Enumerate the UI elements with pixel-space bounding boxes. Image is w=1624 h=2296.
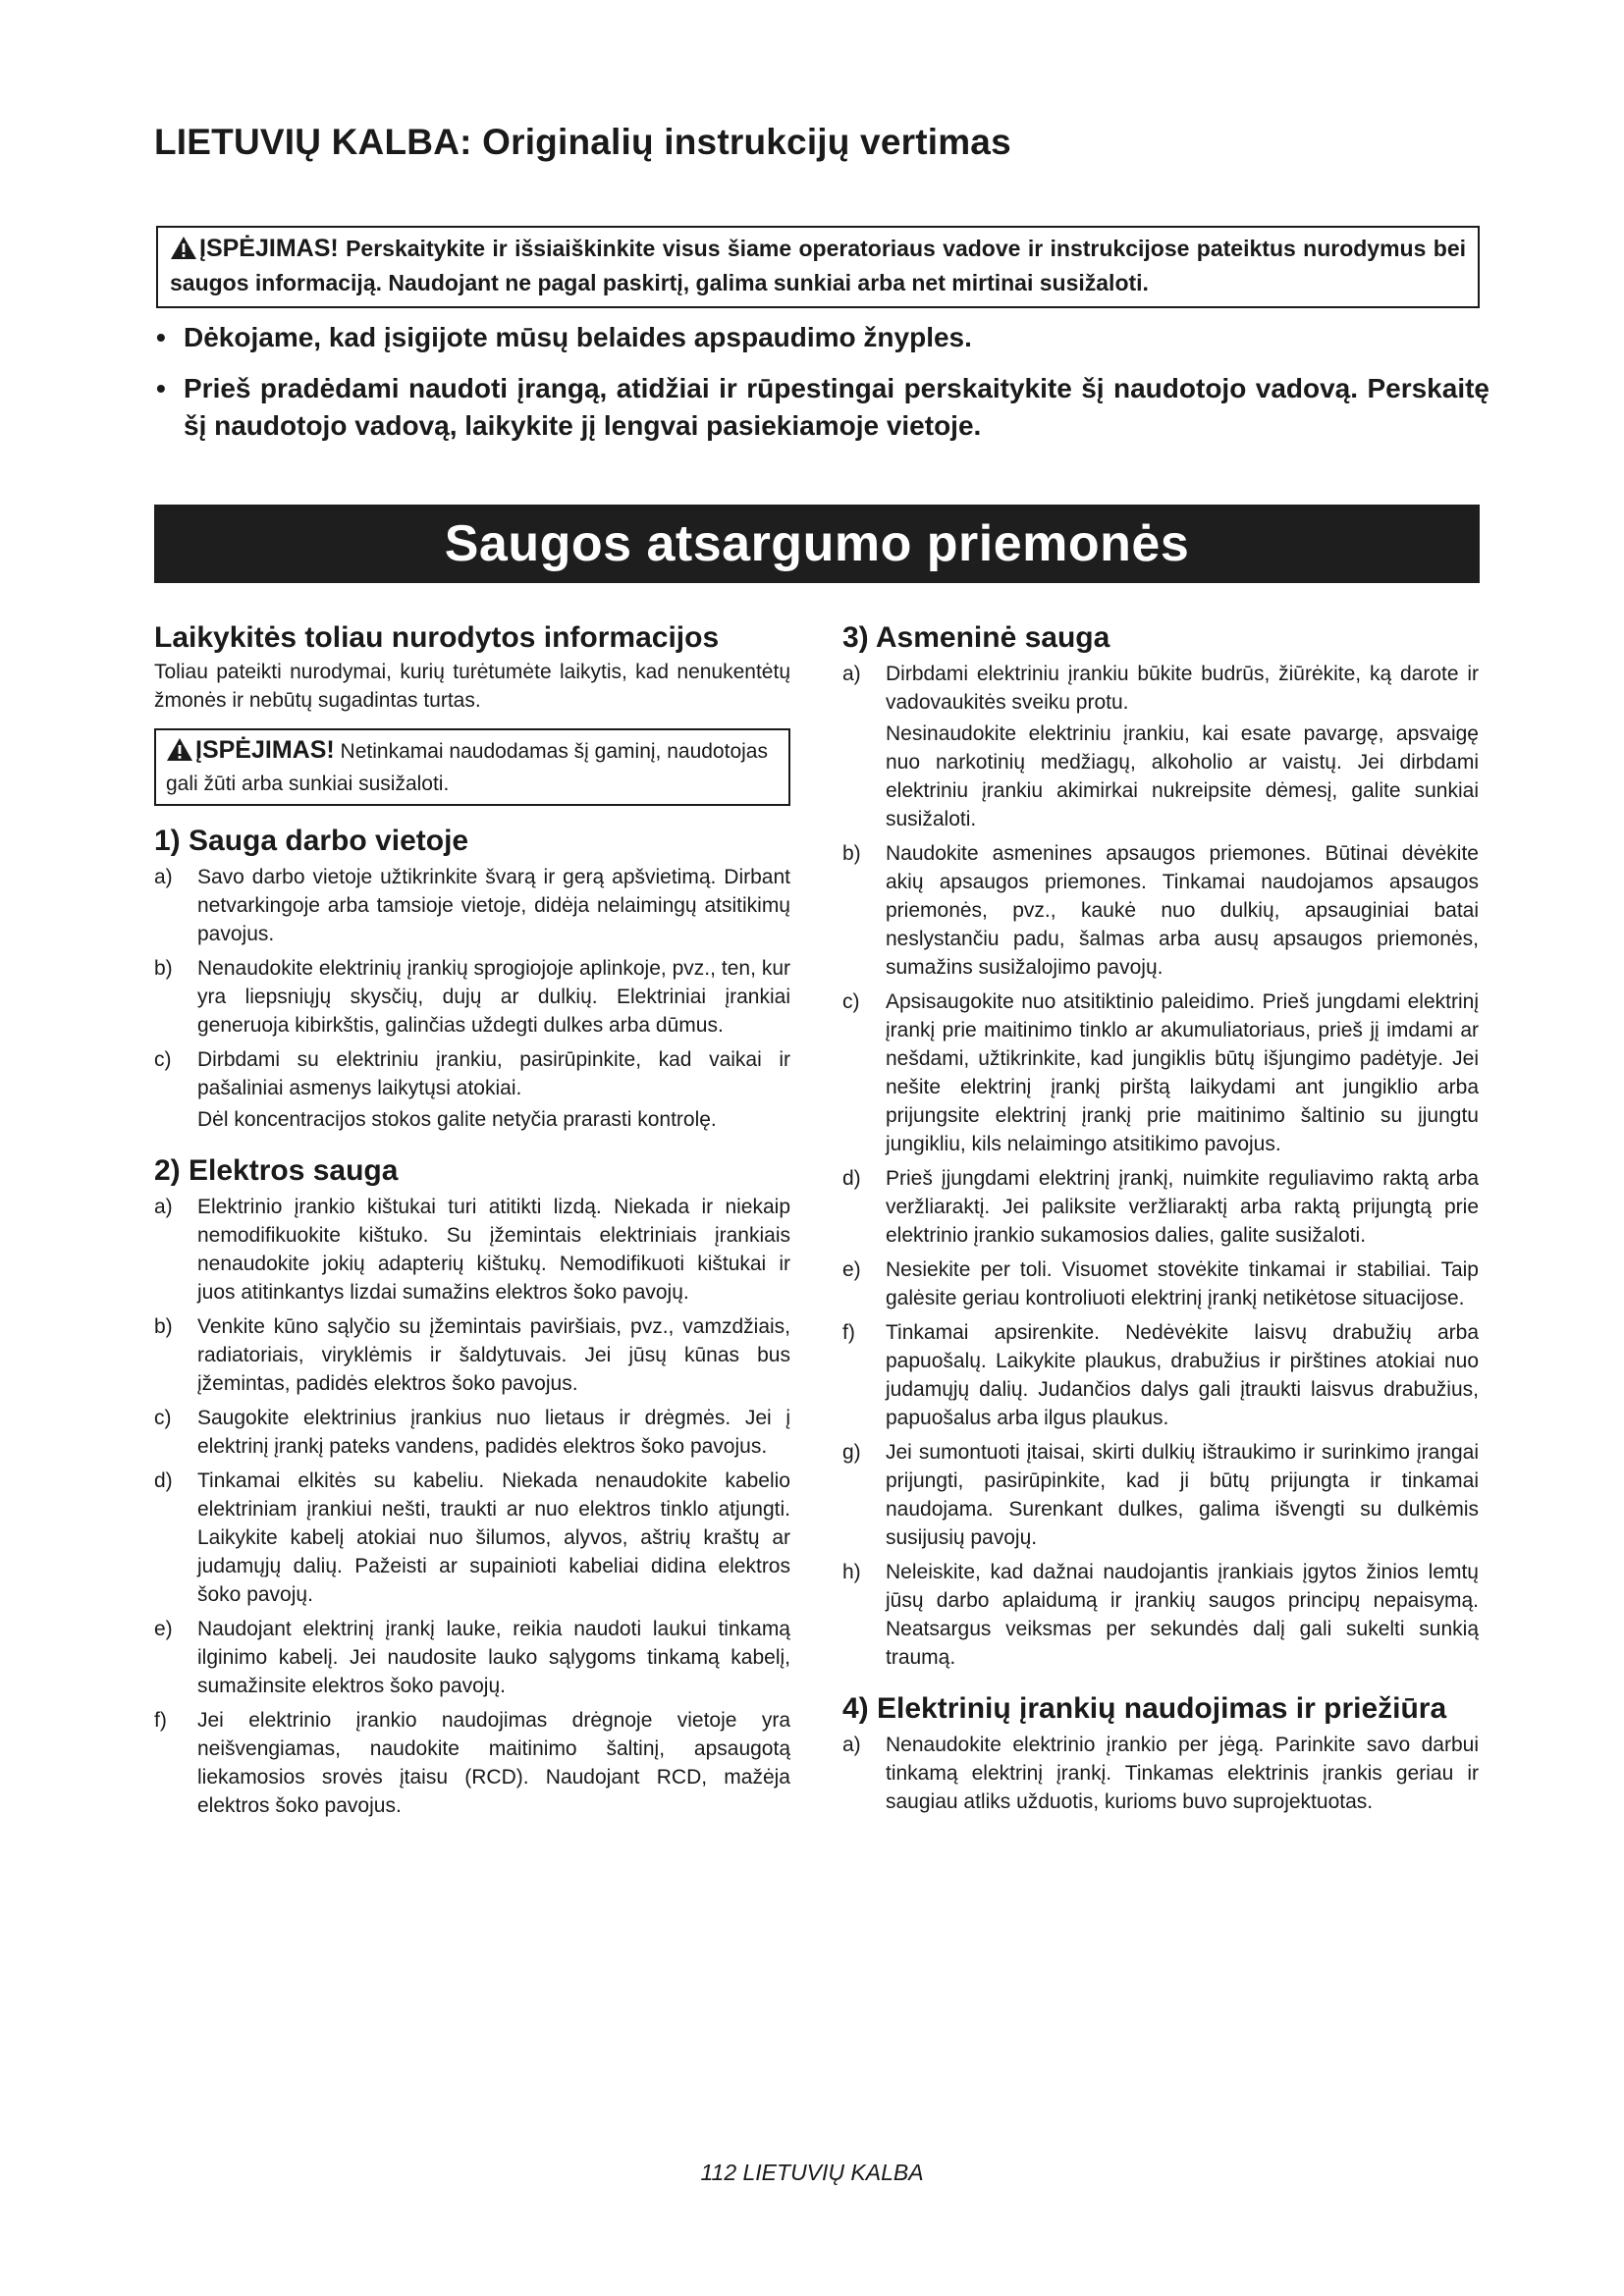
item-marker: d)	[154, 1469, 173, 1492]
section-heading: 3) Asmeninė sauga	[842, 621, 1110, 654]
item-marker: a)	[154, 1196, 173, 1218]
item-marker: c)	[842, 990, 860, 1013]
item-marker: f)	[154, 1709, 167, 1732]
item-text: Jei elektrinio įrankio naudojimas drėgnoje vietoje yra neišvengiamas, naudokite maitinimo šaltinį, apsaugotą liekamosios srovės įtaisu (RCD). Naudojant RCD, mažėja elektros šoko pavojus.	[197, 1709, 790, 1817]
item-text-continued: Dėl koncentracijos stokos galite netyčia prarasti kontrolę.	[197, 1108, 717, 1131]
section-heading: 4) Elektrinių įrankių naudojimas ir priežiūra	[842, 1692, 1447, 1725]
warning-text: Perskaitykite ir išsiaiškinkite visus šiame operatoriaus vadove ir instrukcijose pateiktus nurodymus bei saugos informaciją. Naudojant ne pagal paskirtį, galima sunkiai arba net mirtinai susižaloti.	[170, 236, 1466, 295]
list-item	[842, 1255, 1479, 1312]
item-marker: a)	[154, 866, 173, 888]
item-text: Dirbdami elektriniu įrankiu būkite budrūs, žiūrėkite, ką darote ir vadovaukitės sveiku protu.	[886, 663, 1479, 714]
warning-triangle-icon	[166, 737, 193, 770]
item-marker: g)	[842, 1441, 861, 1464]
item-marker: e)	[842, 1258, 861, 1281]
list-item	[154, 1404, 790, 1461]
item-text: Nenaudokite elektrinio įrankio per jėgą. Parinkite savo darbui tinkamą elektrinį įrankį. Tinkamas elektrinis įrankis geriau ir saugiau atliks užduotis, kurioms buvo suprojektuotas.	[886, 1734, 1479, 1813]
list-item	[842, 1318, 1479, 1432]
warning-text: Netinkamai naudodamas šį gaminį, naudotojas gali žūti arba sunkiai susižaloti.	[166, 740, 768, 795]
item-text: Savo darbo vietoje užtikrinkite švarą ir gerą apšvietimą. Dirbant netvarkingoje arba tamsioje vietoje, didėja nelaimingų atsitikimų pavojus.	[197, 866, 790, 945]
section-heading: 1) Sauga darbo vietoje	[154, 825, 469, 857]
page-title: LIETUVIŲ KALBA: Originalių instrukcijų vertimas	[154, 122, 1011, 162]
list-item	[842, 660, 1479, 833]
list-item	[842, 988, 1479, 1158]
intro-text: Toliau pateikti nurodymai, kurių turėtumėte laikytis, kad nenukentėtų žmonės ir nebūtų sugadintas turtas.	[154, 661, 790, 712]
intro-bullets	[154, 319, 1489, 458]
list-item	[842, 839, 1479, 982]
item-text: Neleiskite, kad dažnai naudojantis įrankiais įgytos žinios lemtų jūsų darbo aplaidumą ir įrankių saugos principų nepaisymą. Neatsargus veiksmas per sekundės dalį gali sukelti sunkią traumą.	[886, 1561, 1479, 1669]
item-marker: a)	[842, 1734, 861, 1756]
list-item	[842, 1731, 1479, 1816]
page-footer: 112 LIETUVIŲ KALBA	[700, 2160, 924, 2185]
item-marker: c)	[154, 1048, 172, 1071]
item-text: Prieš įjungdami elektrinį įrankį, nuimkite reguliavimo raktą arba veržliaraktį. Jei paliksite veržliaraktį arba raktą prijungtą prie elektrinio įrankio sukamosios dalies, galite susižaloti.	[886, 1167, 1479, 1247]
item-marker: b)	[154, 1315, 173, 1338]
list-item	[154, 1706, 790, 1820]
item-marker: f)	[842, 1321, 855, 1344]
item-text: Jei sumontuoti įtaisai, skirti dulkių ištraukimo ir surinkimo įrangai prijungti, pasirūpinkite, kad ji būtų prijungta ir tinkamai naudojama. Surenkant dulkes, galima išvengti su dulkėmis susijusių pavojų.	[886, 1441, 1479, 1549]
right-column	[842, 620, 1479, 1822]
item-text: Dirbdami su elektriniu įrankiu, pasirūpinkite, kad vaikai ir pašaliniai asmenys laikytųsi atokiai.	[197, 1048, 790, 1099]
warning-label: ĮSPĖJIMAS!	[195, 736, 335, 764]
item-text: Elektrinio įrankio kištukai turi atitikti lizdą. Niekada ir niekaip nemodifikuokite kištuko. Su įžemintais elektriniais įrankiais nenaudokite jokių adapterių kištukų. Nemodifikuoti kištukai ir juos atitinkantys lizdai sumažins elektros šoko pavojų.	[197, 1196, 790, 1304]
item-marker: c)	[154, 1407, 172, 1429]
list-item	[154, 1193, 790, 1307]
item-marker: b)	[154, 957, 173, 980]
item-text-continued: Nesinaudokite elektriniu įrankiu, kai esate pavargę, apsvaigę nuo narkotinių medžiagų, alkoholio ar vaistų. Jei dirbdami elektriniu įrankiu akimirkai nukreipsite dėmesį, galite sunkiai susižaloti.	[886, 722, 1479, 830]
left-column	[154, 620, 790, 1826]
item-text: Nesiekite per toli. Visuomet stovėkite tinkamai ir stabiliai. Taip galėsite geriau kontroliuoti elektrinį įrankį netikėtose situacijose.	[886, 1258, 1479, 1309]
list-item	[154, 954, 790, 1040]
item-text: Apsisaugokite nuo atsitiktinio paleidimo. Prieš jungdami elektrinį įrankį prie maitinimo tinklo ar akumuliatoriaus, prieš jį imdami ar nešdami, užtikrinkite, kad jungiklis būtų išjungimo padėtyje. Jei nešite elektrinį įrankį pirštą laikydami ant jungiklio arba prijungsite elektrinį įrankį prie maitinimo šaltinio su įjungtu jungikliu, kils nelaimingo atsitikimo pavojus.	[886, 990, 1479, 1155]
list-item	[842, 1438, 1479, 1552]
item-marker: b)	[842, 842, 861, 865]
section-banner: Saugos atsargumo priemonės	[154, 505, 1480, 583]
item-text: Naudojant elektrinį įrankį lauke, reikia naudoti laukui tinkamą ilginimo kabelį. Jei naudosite lauko sąlygoms tinkamą kabelį, sumažinsite elektros šoko pavojų.	[197, 1618, 790, 1697]
item-text: Tinkamai apsirenkite. Nedėvėkite laisvų drabužių arba papuošalų. Laikykite plaukus, drabužius ir pirštines atokiai nuo judamųjų dalių. Judančios dalys gali įtraukti laisvus drabužius, papuošalus arba ilgus plaukus.	[886, 1321, 1479, 1429]
intro-heading: Laikykitės toliau nurodytos informacijos	[154, 621, 720, 654]
item-text: Venkite kūno sąlyčio su įžemintais paviršiais, pvz., vamzdžiais, radiatoriais, viryklėmis ir šaldytuvais. Jei jūsų kūnas bus įžemintas, padidės elektros šoko pavojus.	[197, 1315, 790, 1395]
item-marker: a)	[842, 663, 861, 685]
list-item	[154, 1467, 790, 1609]
list-item	[154, 1615, 790, 1700]
inline-warning-box	[154, 728, 790, 806]
warning-triangle-icon	[170, 236, 197, 268]
top-warning-box	[156, 226, 1480, 308]
item-marker: h)	[842, 1561, 861, 1583]
item-text: Naudokite asmenines apsaugos priemones. Būtinai dėvėkite akių apsaugos priemones. Tinkamai naudojamos apsaugos priemonės, pvz., kaukė nuo dulkių, apsauginiai batai neslystančiu padu, šalmas arba ausų apsaugos priemonės, sumažins susižalojimo pavojų.	[886, 842, 1479, 979]
list-item	[154, 863, 790, 948]
item-text: Nenaudokite elektrinių įrankių sprogiojoje aplinkoje, pvz., ten, kur yra liepsniųjų skysčių, dujų ar dulkių. Elektriniai įrankiai generuoja kibirkštis, galinčias uždegti dulkes arba dūmus.	[197, 957, 790, 1037]
section-heading: 2) Elektros sauga	[154, 1154, 399, 1187]
intro-bullet: • Prieš pradėdami naudoti įrangą, atidžiai ir rūpestingai perskaitykite šį naudotojo vadovą. Perskaitę šį naudotojo vadovą, laikykite jį lengvai pasiekiamoje vietoje.	[154, 370, 1489, 445]
list-item	[154, 1312, 790, 1398]
intro-bullet: • Dėkojame, kad įsigijote mūsų belaides apspaudimo žnyples.	[154, 319, 1489, 356]
list-item	[842, 1164, 1479, 1250]
item-text: Tinkamai elkitės su kabeliu. Niekada nenaudokite kabelio elektriniam įrankiui nešti, traukti ar nuo elektros tinklo atjungti. Laikykite kabelį atokiai nuo šilumos, alyvos, aštrių kraštų ar judamųjų dalių. Pažeisti ar supainioti kabeliai didina elektros šoko pavojų.	[197, 1469, 790, 1606]
list-item	[842, 1558, 1479, 1672]
item-text: Saugokite elektrinius įrankius nuo lietaus ir drėgmės. Jei į elektrinį įrankį pateks vandens, padidės elektros šoko pavojus.	[197, 1407, 790, 1458]
list-item	[154, 1045, 790, 1134]
item-marker: d)	[842, 1167, 861, 1190]
warning-label: ĮSPĖJIMAS!	[199, 235, 339, 262]
item-marker: e)	[154, 1618, 173, 1640]
